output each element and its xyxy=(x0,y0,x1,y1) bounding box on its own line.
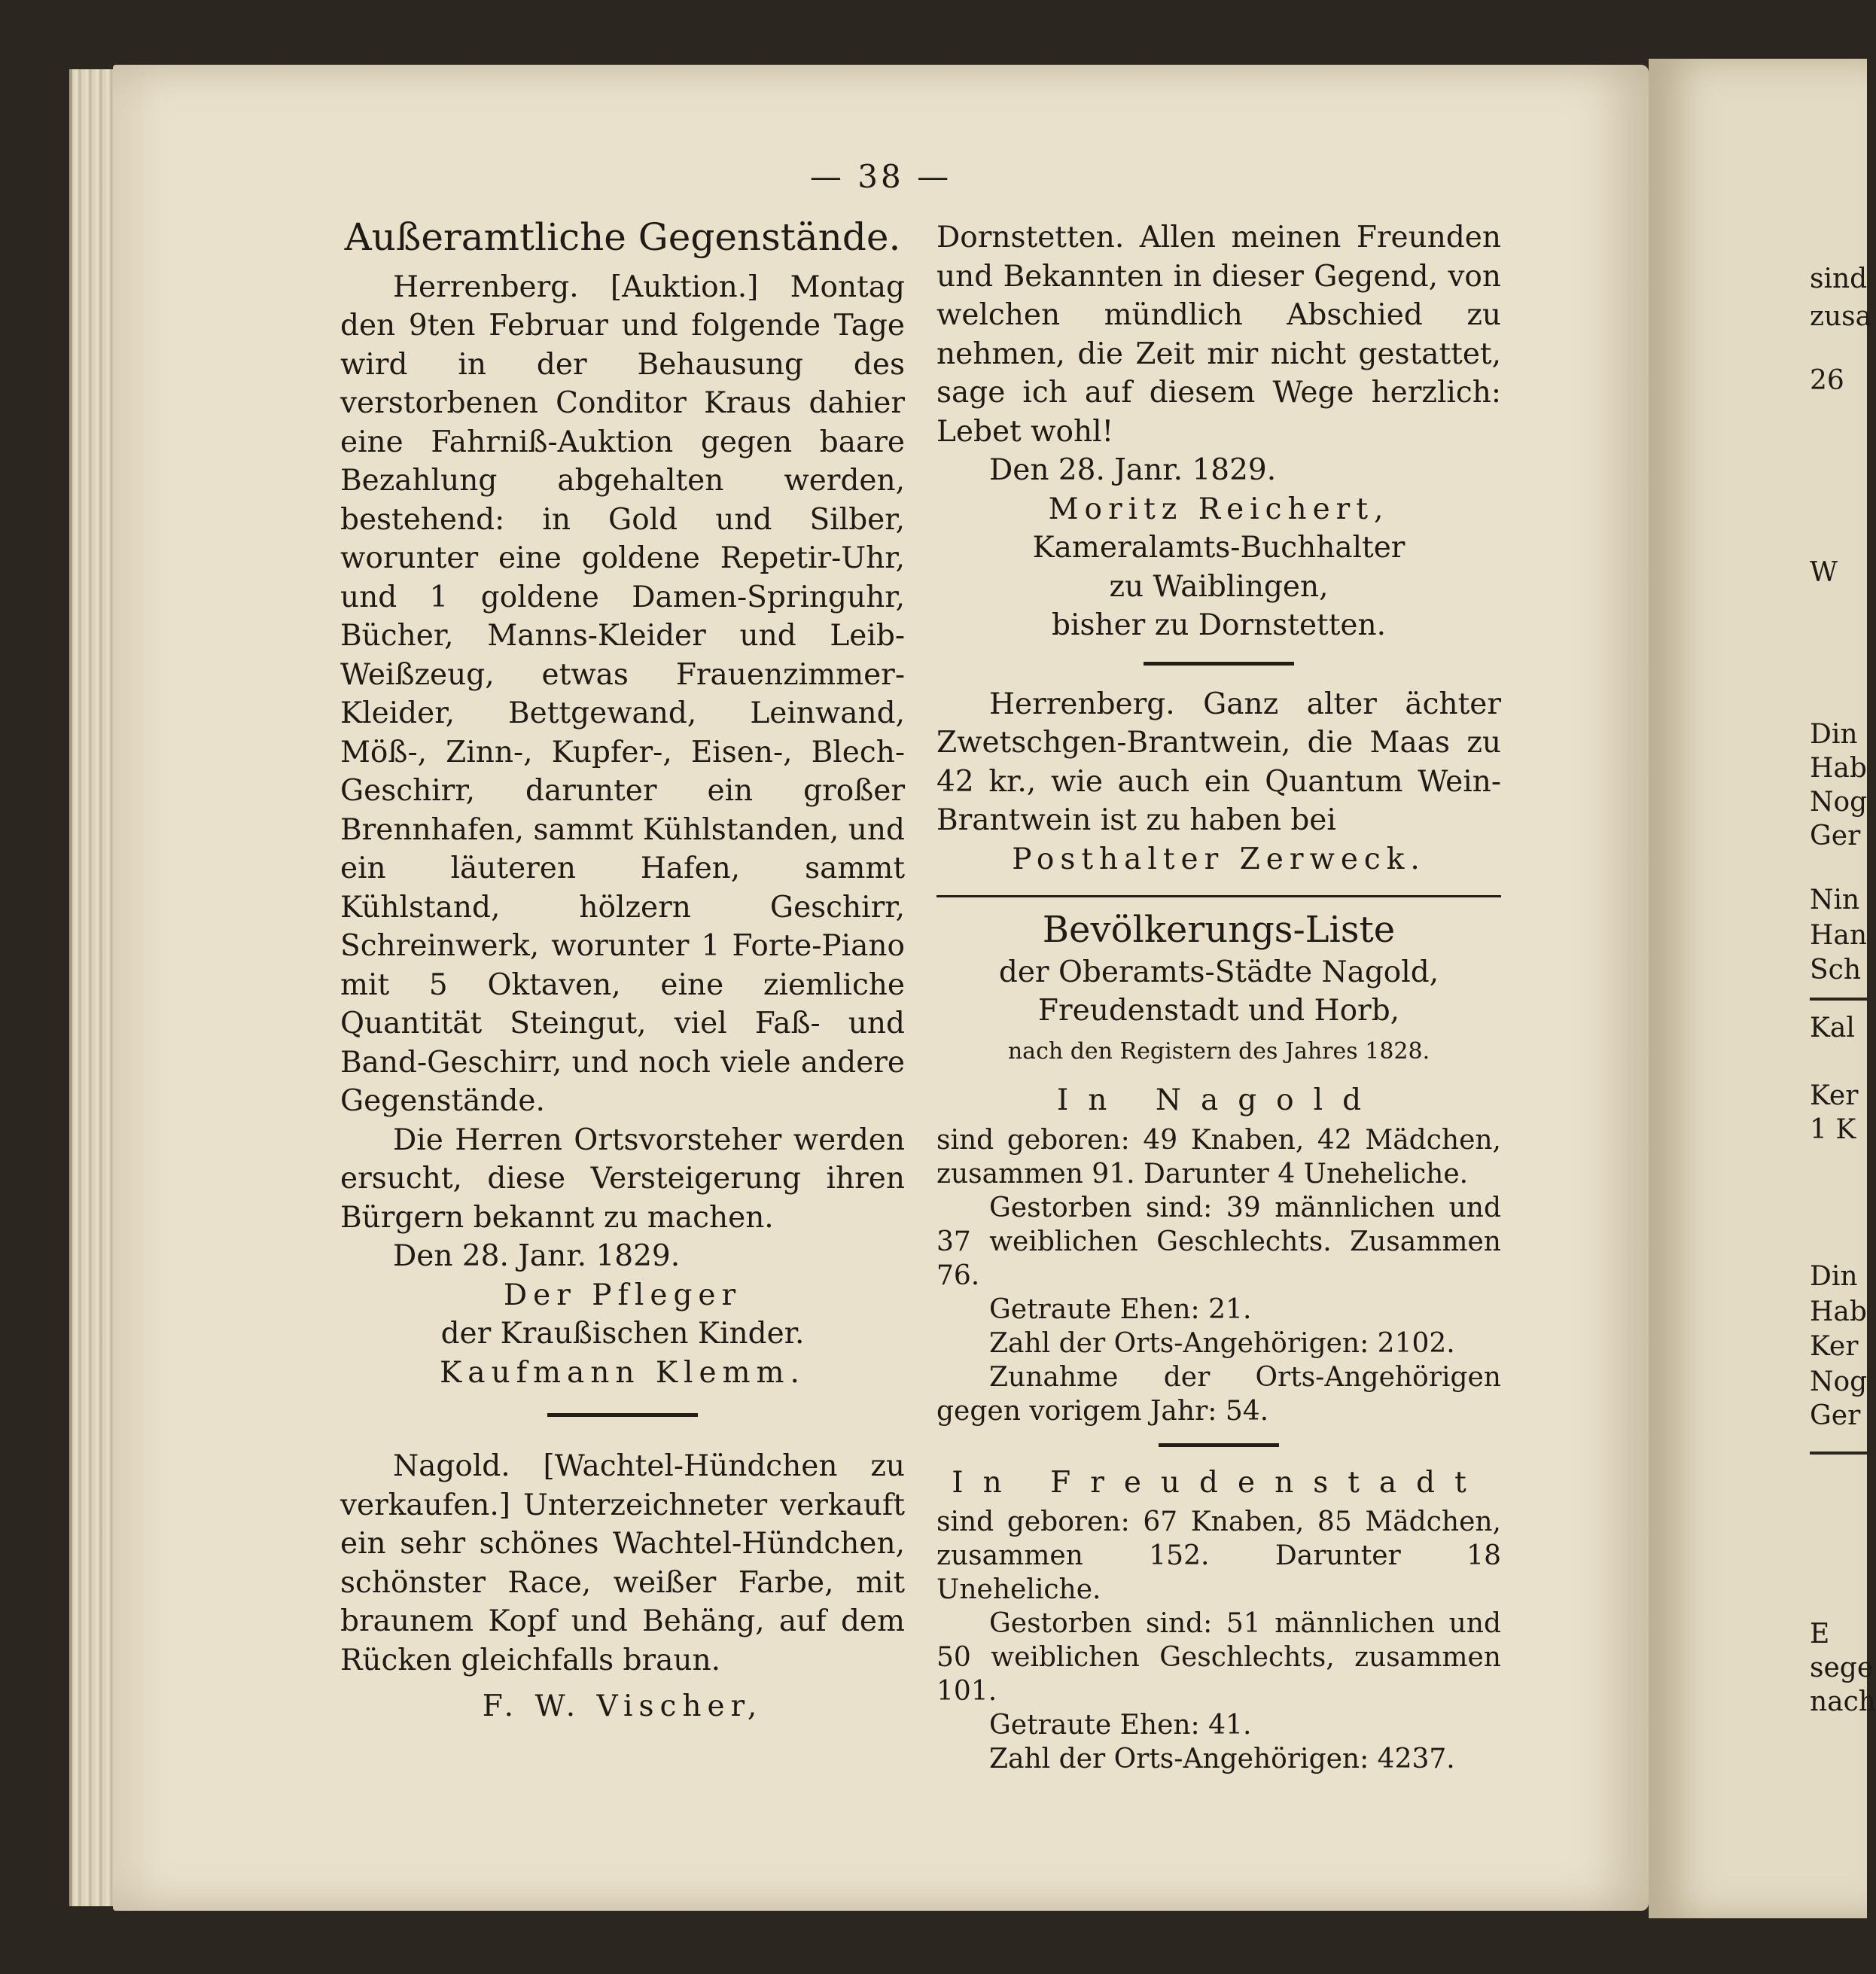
next-page-fragment: 26 xyxy=(1810,365,1844,396)
next-page-fragment: Din xyxy=(1810,1261,1858,1292)
brandy-signature: Posthalter Zerweck. xyxy=(1012,842,1426,876)
divider xyxy=(1159,1443,1279,1447)
farewell-notice: Dornstetten. Allen meinen Freunden und Bekannten in dieser Gegend, von welchen mündlich Abschied zu nehmen, die Zeit mir nicht gestattet, sage ich auf diesem Wege herzlich: Lebet wohl! xyxy=(936,221,1501,449)
auction-signature-3: Kaufmann Klemm. xyxy=(440,1355,806,1390)
divider xyxy=(1144,662,1294,666)
nagold-marriages: Getraute Ehen: 21. xyxy=(989,1293,1252,1325)
dog-sale-signature: F. W. Vischer, xyxy=(482,1689,763,1723)
freudenstadt-births: sind geboren: 67 Knaben, 85 Mädchen, zusammen 152. Darunter 18 Uneheliche. xyxy=(936,1506,1501,1605)
farewell-signature-3: zu Waiblingen, xyxy=(1109,569,1329,604)
auction-signature-1: Der Pfleger xyxy=(503,1278,742,1312)
next-page-fragment: E xyxy=(1810,1619,1830,1650)
next-page-fragment: Nin xyxy=(1810,885,1860,915)
next-page-rule xyxy=(1810,1452,1867,1455)
next-page-fragment: Nog xyxy=(1810,787,1868,818)
next-page-edge xyxy=(1649,59,1867,1918)
population-list-title: Bevölkerungs-Liste xyxy=(1042,909,1396,951)
freudenstadt-residents: Zahl der Orts-Angehörigen: 4237. xyxy=(989,1744,1455,1774)
auction-signature-2: der Kraußischen Kinder. xyxy=(440,1317,805,1351)
next-page-rule xyxy=(1810,998,1867,1001)
next-page-fragment: zusa xyxy=(1810,301,1872,332)
nagold-increase: Zunahme der Orts-Angehörigen gegen vorigem Jahr: 54. xyxy=(936,1361,1501,1427)
nagold-heading: In Nagold xyxy=(1056,1083,1381,1117)
population-list-subtitle: der Oberamts-Städte Nagold, Freudenstadt und Horb, xyxy=(998,955,1439,1028)
population-list-note: nach den Registern des Jahres 1828. xyxy=(1007,1037,1430,1065)
dog-sale-notice: Nagold. [Wachtel-Hündchen zu verkaufen.] Unterzeichneter verkauft ein sehr schönes Wachtel-Hündchen, schönster Race, weißer Farbe, mit braunem Kopf und Behäng, auf dem Rücken gleichfalls braun. xyxy=(340,1449,905,1677)
farewell-date: Den 28. Janr. 1829. xyxy=(989,453,1277,487)
page-number: — 38 — xyxy=(809,158,952,195)
next-page-fragment: Din xyxy=(1810,719,1858,750)
right-column xyxy=(936,218,1501,1776)
freudenstadt-marriages: Getraute Ehen: 41. xyxy=(989,1710,1252,1741)
next-page-fragment: W xyxy=(1810,557,1838,588)
next-page-fragment: Hab xyxy=(1810,1296,1867,1327)
nagold-births: sind geboren: 49 Knaben, 42 Mädchen, zusammen 91. Darunter 4 Uneheliche. xyxy=(936,1124,1501,1190)
auction-request: Die Herren Ortsvorsteher werden ersucht, diese Versteigerung ihren Bürgern bekannt zu machen. xyxy=(340,1123,905,1235)
left-column xyxy=(340,215,905,1726)
farewell-signature-2: Kameralamts-Buchhalter xyxy=(1032,531,1405,565)
next-page-fragment: sind xyxy=(1810,264,1868,294)
next-page-fragment: 1 K xyxy=(1810,1114,1856,1145)
nagold-residents: Zahl der Orts-Angehörigen: 2102. xyxy=(989,1327,1455,1359)
next-page-fragment: Ker xyxy=(1810,1080,1859,1111)
next-page-fragment: Kal xyxy=(1810,1013,1855,1043)
auction-notice: Herrenberg. [Auktion.] Montag den 9ten Februar und folgende Tage wird in der Behausung des verstorbenen Conditor Kraus dahier eine Fahrniß-Auktion gegen baare Bezahlung abgehalten werden, bestehend: in Gold und Silber, worunter eine goldene Repetir-Uhr, und 1 goldene Damen-Springuhr, Bücher, Manns-Kleider und Leib-Weißzeug, etwas Frauenzimmer-Kleider, Bettgewand, Leinwand, Möß-, Zinn-, Kupfer-, Eisen-, Blech-Geschirr, darunter ein großer Brennhafen, sammt Kühlstanden, und ein läuteren Hafen, sammt Kühlstand, hölzern Geschirr, Schreinwerk, worunter 1 Forte-Piano mit 5 Oktaven, eine ziemliche Quantität Steingut, viel Faß- und Band-Geschirr, und noch viele andere Gegenstände. xyxy=(340,270,905,1118)
next-page-fragment: Ger xyxy=(1810,821,1861,851)
nagold-deaths: Gestorben sind: 39 männlichen und 37 weiblichen Geschlechts. Zusammen 76. xyxy=(936,1192,1501,1291)
next-page-fragment: Hab xyxy=(1810,753,1867,784)
farewell-signature-1: Moritz Reichert, xyxy=(1048,492,1390,526)
divider-long xyxy=(936,895,1501,897)
next-page-fragment: Han xyxy=(1810,920,1868,951)
next-page-fragment: Sch xyxy=(1810,955,1862,985)
next-page-fragment: sege xyxy=(1810,1653,1874,1683)
freudenstadt-heading: In Freudenstadt xyxy=(952,1465,1486,1500)
farewell-signature-4: bisher zu Dornstetten. xyxy=(1052,608,1386,642)
next-page-fragment: nach xyxy=(1810,1686,1876,1717)
brandy-notice: Herrenberg. Ganz alter ächter Zwetschgen-Brantwein, die Maas zu 42 kr., wie auch ein Quantum Wein-Brantwein ist zu haben bei xyxy=(936,687,1501,837)
section-heading: Außeramtliche Gegenstände. xyxy=(344,215,901,259)
freudenstadt-deaths: Gestorben sind: 51 männlichen und 50 weiblichen Geschlechts, zusammen 101. xyxy=(936,1608,1501,1707)
auction-date: Den 28. Janr. 1829. xyxy=(393,1239,681,1273)
next-page-fragment: Ker xyxy=(1810,1331,1859,1362)
next-page-fragment: Nog xyxy=(1810,1366,1868,1397)
divider xyxy=(547,1413,698,1417)
next-page-fragment: Ger xyxy=(1810,1400,1861,1431)
